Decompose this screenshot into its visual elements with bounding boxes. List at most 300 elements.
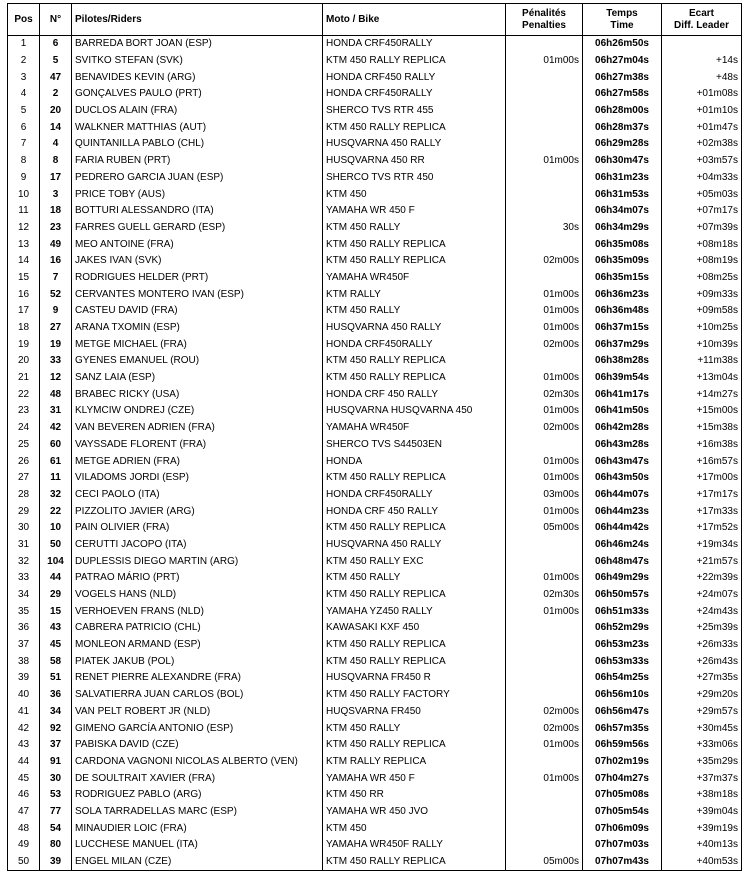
table-row <box>8 320 742 337</box>
row-position: 29 <box>8 503 40 520</box>
row-time: 06h44m23s <box>583 503 662 520</box>
row-time: 06h26m50s <box>583 36 662 53</box>
row-gap: +04m33s <box>662 170 742 187</box>
row-rider: SVITKO STEFAN (SVK) <box>72 53 323 70</box>
row-bike: HONDA CRF450RALLY <box>323 36 506 53</box>
row-number: 49 <box>40 236 72 253</box>
row-position: 24 <box>8 420 40 437</box>
row-time: 06h48m47s <box>583 553 662 570</box>
row-rider: MINAUDIER LOIC (FRA) <box>72 820 323 837</box>
table-row <box>8 620 742 637</box>
row-position: 15 <box>8 270 40 287</box>
row-penalty: 01m00s <box>506 303 583 320</box>
row-rider: METGE ADRIEN (FRA) <box>72 453 323 470</box>
row-position: 19 <box>8 336 40 353</box>
row-gap: +19m34s <box>662 537 742 554</box>
row-time: 06h34m07s <box>583 203 662 220</box>
row-gap: +17m17s <box>662 487 742 504</box>
row-penalty <box>506 537 583 554</box>
row-number: 44 <box>40 570 72 587</box>
row-time: 06h57m35s <box>583 720 662 737</box>
row-rider: CASTEU DAVID (FRA) <box>72 303 323 320</box>
row-rider: JAKES IVAN (SVK) <box>72 253 323 270</box>
row-bike: KTM 450 RALLY REPLICA <box>323 470 506 487</box>
row-gap: +25m39s <box>662 620 742 637</box>
row-number: 52 <box>40 286 72 303</box>
row-bike: YAMAHA WR 450 F <box>323 203 506 220</box>
row-number: 77 <box>40 804 72 821</box>
row-position: 10 <box>8 186 40 203</box>
row-time: 06h38m28s <box>583 353 662 370</box>
table-row <box>8 53 742 70</box>
row-rider: PEDRERO GARCIA JUAN (ESP) <box>72 170 323 187</box>
row-gap: +39m19s <box>662 820 742 837</box>
row-penalty <box>506 103 583 120</box>
row-bike: KTM 450 RALLY REPLICA <box>323 53 506 70</box>
row-bike: KTM 450 RALLY REPLICA <box>323 637 506 654</box>
row-penalty <box>506 787 583 804</box>
row-number: 48 <box>40 386 72 403</box>
row-number: 37 <box>40 737 72 754</box>
row-number: 29 <box>40 587 72 604</box>
row-rider: LUCCHESE MANUEL (ITA) <box>72 837 323 854</box>
table-row <box>8 720 742 737</box>
row-number: 43 <box>40 620 72 637</box>
row-position: 12 <box>8 220 40 237</box>
row-bike: KTM 450 <box>323 186 506 203</box>
row-time: 06h52m29s <box>583 620 662 637</box>
row-bike: KTM 450 RALLY FACTORY <box>323 687 506 704</box>
row-rider: CERUTTI JACOPO (ITA) <box>72 537 323 554</box>
row-position: 38 <box>8 653 40 670</box>
row-time: 06h43m47s <box>583 453 662 470</box>
row-gap: +02m38s <box>662 136 742 153</box>
row-time: 06h53m33s <box>583 653 662 670</box>
row-penalty <box>506 353 583 370</box>
table-row <box>8 487 742 504</box>
row-bike: KTM 450 RALLY <box>323 220 506 237</box>
row-gap: +01m10s <box>662 103 742 120</box>
row-time: 06h51m33s <box>583 603 662 620</box>
row-bike: KTM 450 RALLY EXC <box>323 553 506 570</box>
row-position: 8 <box>8 153 40 170</box>
row-time: 06h56m47s <box>583 704 662 721</box>
header-gap-fr: Ecart <box>688 7 714 19</box>
row-bike: KTM 450 RALLY REPLICA <box>323 236 506 253</box>
header-pos: Pos <box>8 4 40 36</box>
row-position: 21 <box>8 370 40 387</box>
row-position: 25 <box>8 437 40 454</box>
row-position: 50 <box>8 854 40 871</box>
row-gap: +21m57s <box>662 553 742 570</box>
row-rider: PRICE TOBY (AUS) <box>72 186 323 203</box>
row-number: 10 <box>40 520 72 537</box>
row-gap: +29m57s <box>662 704 742 721</box>
row-gap: +13m04s <box>662 370 742 387</box>
row-rider: ENGEL MILAN (CZE) <box>72 854 323 871</box>
header-rider: Pilotes/Riders <box>72 4 323 36</box>
header-number: N° <box>40 4 72 36</box>
row-penalty: 01m00s <box>506 603 583 620</box>
table-row <box>8 587 742 604</box>
row-position: 5 <box>8 103 40 120</box>
row-bike: KTM 450 RALLY REPLICA <box>323 737 506 754</box>
row-time: 06h41m50s <box>583 403 662 420</box>
header-gap-en: Diff. Leader <box>673 19 729 31</box>
table-row <box>8 837 742 854</box>
row-number: 34 <box>40 704 72 721</box>
row-bike: YAMAHA YZ450 RALLY <box>323 603 506 620</box>
table-row <box>8 754 742 771</box>
row-bike: KTM 450 RALLY REPLICA <box>323 520 506 537</box>
row-bike: SHERCO TVS RTR 455 <box>323 103 506 120</box>
row-penalty <box>506 820 583 837</box>
row-position: 34 <box>8 587 40 604</box>
row-gap: +05m03s <box>662 186 742 203</box>
table-row <box>8 553 742 570</box>
row-position: 23 <box>8 403 40 420</box>
row-gap: +14s <box>662 53 742 70</box>
table-row <box>8 136 742 153</box>
row-time: 06h27m38s <box>583 69 662 86</box>
results-table <box>7 3 742 871</box>
row-number: 91 <box>40 754 72 771</box>
row-position: 40 <box>8 687 40 704</box>
row-gap: +03m57s <box>662 153 742 170</box>
row-penalty: 30s <box>506 220 583 237</box>
row-bike: KTM 450 RALLY <box>323 570 506 587</box>
row-penalty <box>506 86 583 103</box>
table-row <box>8 637 742 654</box>
row-number: 92 <box>40 720 72 737</box>
row-penalty <box>506 437 583 454</box>
row-number: 6 <box>40 36 72 53</box>
row-penalty <box>506 687 583 704</box>
table-row <box>8 69 742 86</box>
row-number: 30 <box>40 770 72 787</box>
row-position: 48 <box>8 820 40 837</box>
table-row <box>8 820 742 837</box>
row-rider: PAIN OLIVIER (FRA) <box>72 520 323 537</box>
row-position: 13 <box>8 236 40 253</box>
table-row <box>8 370 742 387</box>
row-gap: +09m33s <box>662 286 742 303</box>
row-bike: KTM 450 RALLY REPLICA <box>323 253 506 270</box>
row-rider: BOTTURI ALESSANDRO (ITA) <box>72 203 323 220</box>
row-number: 11 <box>40 470 72 487</box>
row-penalty: 01m00s <box>506 470 583 487</box>
row-penalty: 01m00s <box>506 737 583 754</box>
row-bike: HONDA CRF 450 RALLY <box>323 503 506 520</box>
row-rider: FARRES GUELL GERARD (ESP) <box>72 220 323 237</box>
row-bike: KTM 450 RALLY REPLICA <box>323 587 506 604</box>
row-rider: VAYSSADE FLORENT (FRA) <box>72 437 323 454</box>
table-row <box>8 153 742 170</box>
row-position: 41 <box>8 704 40 721</box>
row-time: 06h39m54s <box>583 370 662 387</box>
row-time: 06h56m10s <box>583 687 662 704</box>
row-penalty: 03m00s <box>506 487 583 504</box>
row-number: 32 <box>40 487 72 504</box>
row-number: 104 <box>40 553 72 570</box>
row-time: 06h35m15s <box>583 270 662 287</box>
row-time: 06h29m28s <box>583 136 662 153</box>
row-bike: SHERCO TVS RTR 450 <box>323 170 506 187</box>
row-penalty: 01m00s <box>506 153 583 170</box>
row-penalty: 01m00s <box>506 570 583 587</box>
row-time: 06h42m28s <box>583 420 662 437</box>
row-number: 2 <box>40 86 72 103</box>
row-rider: RODRIGUES HELDER (PRT) <box>72 270 323 287</box>
table-row <box>8 737 742 754</box>
row-position: 1 <box>8 36 40 53</box>
row-gap: +07m39s <box>662 220 742 237</box>
table-row <box>8 603 742 620</box>
table-row <box>8 353 742 370</box>
row-number: 42 <box>40 420 72 437</box>
row-number: 17 <box>40 170 72 187</box>
row-position: 16 <box>8 286 40 303</box>
row-bike: HUSQVARNA FR450 R <box>323 670 506 687</box>
table-row <box>8 770 742 787</box>
row-position: 4 <box>8 86 40 103</box>
table-row <box>8 119 742 136</box>
row-position: 3 <box>8 69 40 86</box>
row-bike: YAMAHA WR450F <box>323 270 506 287</box>
table-row <box>8 503 742 520</box>
row-number: 39 <box>40 854 72 871</box>
row-bike: KTM 450 RALLY REPLICA <box>323 854 506 871</box>
row-position: 27 <box>8 470 40 487</box>
header-time <box>583 4 662 36</box>
row-position: 18 <box>8 320 40 337</box>
row-bike: KTM 450 RALLY REPLICA <box>323 370 506 387</box>
header-penalties-en: Penalties <box>522 19 566 31</box>
row-penalty: 02m30s <box>506 386 583 403</box>
row-bike: HUSQVARNA 450 RALLY <box>323 537 506 554</box>
row-bike: HUSQVARNA 450 RALLY <box>323 136 506 153</box>
row-bike: KTM 450 RALLY <box>323 720 506 737</box>
row-gap: +39m04s <box>662 804 742 821</box>
row-rider: MONLEON ARMAND (ESP) <box>72 637 323 654</box>
row-position: 44 <box>8 754 40 771</box>
row-gap: +26m43s <box>662 653 742 670</box>
row-penalty: 02m30s <box>506 587 583 604</box>
table-row <box>8 236 742 253</box>
row-number: 45 <box>40 637 72 654</box>
row-bike: YAMAHA WR450F <box>323 420 506 437</box>
row-gap: +24m43s <box>662 603 742 620</box>
row-position: 30 <box>8 520 40 537</box>
row-time: 07h05m08s <box>583 787 662 804</box>
row-position: 2 <box>8 53 40 70</box>
row-bike: YAMAHA WR450F RALLY <box>323 837 506 854</box>
row-rider: RENET PIERRE ALEXANDRE (FRA) <box>72 670 323 687</box>
row-bike: HONDA CRF450RALLY <box>323 487 506 504</box>
table-row <box>8 537 742 554</box>
table-row <box>8 170 742 187</box>
row-time: 06h44m42s <box>583 520 662 537</box>
row-number: 51 <box>40 670 72 687</box>
row-position: 14 <box>8 253 40 270</box>
row-number: 31 <box>40 403 72 420</box>
row-bike: KTM 450 RALLY REPLICA <box>323 653 506 670</box>
table-row <box>8 804 742 821</box>
row-penalty: 02m00s <box>506 336 583 353</box>
row-number: 36 <box>40 687 72 704</box>
row-number: 18 <box>40 203 72 220</box>
row-number: 60 <box>40 437 72 454</box>
row-gap: +26m33s <box>662 637 742 654</box>
row-bike: HUSQVARNA 450 RR <box>323 153 506 170</box>
row-penalty: 01m00s <box>506 770 583 787</box>
row-position: 26 <box>8 453 40 470</box>
row-position: 49 <box>8 837 40 854</box>
row-time: 06h36m23s <box>583 286 662 303</box>
row-time: 06h31m23s <box>583 170 662 187</box>
row-penalty <box>506 69 583 86</box>
table-row <box>8 186 742 203</box>
row-time: 07h06m09s <box>583 820 662 837</box>
row-rider: VOGELS HANS (NLD) <box>72 587 323 604</box>
row-rider: CABRERA PATRICIO (CHL) <box>72 620 323 637</box>
row-gap: +07m17s <box>662 203 742 220</box>
row-penalty: 02m00s <box>506 253 583 270</box>
row-position: 17 <box>8 303 40 320</box>
row-time: 06h28m37s <box>583 119 662 136</box>
row-gap: +08m25s <box>662 270 742 287</box>
table-row <box>8 203 742 220</box>
row-time: 06h43m50s <box>583 470 662 487</box>
table-row <box>8 253 742 270</box>
row-gap: +16m38s <box>662 437 742 454</box>
row-time: 06h27m58s <box>583 86 662 103</box>
row-bike: HONDA CRF450RALLY <box>323 336 506 353</box>
row-bike: HONDA CRF450RALLY <box>323 86 506 103</box>
row-rider: CARDONA VAGNONI NICOLAS ALBERTO (VEN) <box>72 754 323 771</box>
row-time: 06h44m07s <box>583 487 662 504</box>
row-time: 07h02m19s <box>583 754 662 771</box>
row-number: 4 <box>40 136 72 153</box>
table-row <box>8 570 742 587</box>
row-gap: +22m39s <box>662 570 742 587</box>
row-gap: +48s <box>662 69 742 86</box>
row-gap: +33m06s <box>662 737 742 754</box>
row-bike: HONDA CRF450 RALLY <box>323 69 506 86</box>
row-position: 46 <box>8 787 40 804</box>
row-position: 6 <box>8 119 40 136</box>
row-penalty: 02m00s <box>506 420 583 437</box>
row-bike: HUSQVARNA HUSQVARNA 450 <box>323 403 506 420</box>
row-time: 07h07m03s <box>583 837 662 854</box>
table-row <box>8 520 742 537</box>
row-penalty <box>506 203 583 220</box>
row-number: 8 <box>40 153 72 170</box>
row-rider: METGE MICHAEL (FRA) <box>72 336 323 353</box>
row-rider: PABISKA DAVID (CZE) <box>72 737 323 754</box>
row-rider: BARREDA BORT JOAN (ESP) <box>72 36 323 53</box>
row-gap: +35m29s <box>662 754 742 771</box>
header-penalties <box>506 4 583 36</box>
row-time: 06h31m53s <box>583 186 662 203</box>
row-gap: +01m47s <box>662 119 742 136</box>
row-penalty <box>506 653 583 670</box>
row-position: 45 <box>8 770 40 787</box>
row-penalty <box>506 754 583 771</box>
row-gap: +17m52s <box>662 520 742 537</box>
row-bike: HUSQVARNA 450 RALLY <box>323 320 506 337</box>
row-bike: HUQSVARNA FR450 <box>323 704 506 721</box>
row-bike: KTM RALLY REPLICA <box>323 754 506 771</box>
row-position: 7 <box>8 136 40 153</box>
row-penalty: 01m00s <box>506 286 583 303</box>
row-gap: +11m38s <box>662 353 742 370</box>
table-row <box>8 403 742 420</box>
row-time: 06h36m48s <box>583 303 662 320</box>
row-bike: KTM 450 RALLY <box>323 303 506 320</box>
row-number: 80 <box>40 837 72 854</box>
row-gap: +40m13s <box>662 837 742 854</box>
row-rider: CECI PAOLO (ITA) <box>72 487 323 504</box>
row-time: 06h35m09s <box>583 253 662 270</box>
row-rider: DUPLESSIS DIEGO MARTIN (ARG) <box>72 553 323 570</box>
row-time: 06h43m28s <box>583 437 662 454</box>
row-position: 33 <box>8 570 40 587</box>
row-time: 06h37m29s <box>583 336 662 353</box>
row-number: 9 <box>40 303 72 320</box>
table-row <box>8 670 742 687</box>
row-penalty: 05m00s <box>506 854 583 871</box>
row-position: 43 <box>8 737 40 754</box>
row-number: 53 <box>40 787 72 804</box>
header-bike: Moto / Bike <box>323 4 506 36</box>
row-gap: +08m18s <box>662 236 742 253</box>
row-position: 28 <box>8 487 40 504</box>
row-rider: CERVANTES MONTERO IVAN (ESP) <box>72 286 323 303</box>
row-gap: +16m57s <box>662 453 742 470</box>
row-bike: KAWASAKI KXF 450 <box>323 620 506 637</box>
row-bike: KTM 450 RALLY REPLICA <box>323 119 506 136</box>
table-row <box>8 420 742 437</box>
header-gap <box>662 4 742 36</box>
row-number: 15 <box>40 603 72 620</box>
row-time: 06h34m29s <box>583 220 662 237</box>
row-number: 27 <box>40 320 72 337</box>
row-number: 14 <box>40 119 72 136</box>
row-time: 06h30m47s <box>583 153 662 170</box>
row-rider: VILADOMS JORDI (ESP) <box>72 470 323 487</box>
row-number: 12 <box>40 370 72 387</box>
row-penalty <box>506 620 583 637</box>
row-time: 07h05m54s <box>583 804 662 821</box>
row-position: 22 <box>8 386 40 403</box>
row-number: 61 <box>40 453 72 470</box>
row-gap: +40m53s <box>662 854 742 871</box>
row-number: 19 <box>40 336 72 353</box>
header-time-en: Time <box>610 19 634 31</box>
row-gap: +17m00s <box>662 470 742 487</box>
row-penalty <box>506 170 583 187</box>
row-rider: SOLA TARRADELLAS MARC (ESP) <box>72 804 323 821</box>
row-penalty: 02m00s <box>506 704 583 721</box>
row-position: 32 <box>8 553 40 570</box>
row-number: 50 <box>40 537 72 554</box>
row-rider: ARANA TXOMIN (ESP) <box>72 320 323 337</box>
row-bike: KTM 450 RR <box>323 787 506 804</box>
row-bike: HONDA CRF 450 RALLY <box>323 386 506 403</box>
row-time: 06h59m56s <box>583 737 662 754</box>
row-rider: GONÇALVES PAULO (PRT) <box>72 86 323 103</box>
